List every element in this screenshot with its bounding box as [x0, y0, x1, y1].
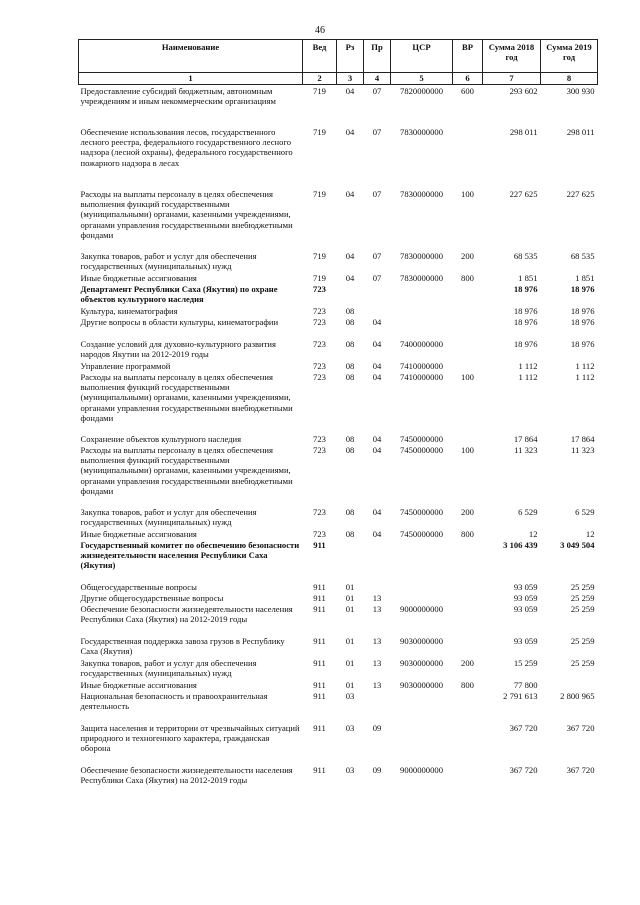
cell-sum-2019: 6 529 [575, 506, 595, 517]
cell-vr: 800 [461, 528, 474, 539]
cell-sum-2019: 300 930 [566, 86, 595, 96]
cell-name: Государственная поддержка завоза грузов в Республику Саха (Якутия) [80, 635, 285, 656]
cell-csr: 9030000000 [400, 679, 443, 690]
table-row [79, 582, 598, 593]
cell-pr: 07 [372, 86, 382, 96]
table-row [79, 691, 598, 723]
cell-vr [453, 723, 483, 765]
header-vr: ВР [453, 40, 483, 73]
cell-vr [453, 604, 483, 636]
cell-pr: 13 [372, 592, 382, 603]
table-row [79, 339, 598, 361]
cell-sum-2019: 2 800 965 [560, 690, 595, 701]
budget-table [78, 39, 598, 787]
cell-vr [453, 361, 483, 372]
cell-csr: 7830000000 [400, 250, 443, 261]
cell-csr [391, 691, 453, 723]
cell-name: Закупка товаров, работ и услуг для обеспечения государственных (муниципальных) нужд [80, 250, 257, 271]
cell-ved: 911 [313, 690, 326, 701]
cell-sum-2019: 25 259 [570, 592, 595, 603]
cell-vr [453, 582, 483, 593]
table-row [79, 593, 598, 604]
cell-pr [364, 540, 391, 582]
cell-pr: 04 [372, 444, 382, 455]
cell-ved: 723 [313, 360, 326, 371]
cell-rz: 08 [345, 433, 355, 444]
column-number: 4 [364, 73, 391, 85]
table-row [79, 273, 598, 284]
cell-rz: 04 [345, 126, 355, 137]
cell-ved: 911 [313, 635, 326, 646]
cell-rz: 08 [345, 338, 355, 349]
cell-name: Предоставление субсидий бюджетным, автономным учреждениям и иным некоммерческим организациям [80, 86, 276, 107]
cell-csr: 9030000000 [400, 635, 443, 646]
cell-ved: 911 [313, 722, 326, 733]
cell-sum-2019: 18 976 [570, 338, 595, 349]
cell-pr [364, 306, 391, 317]
table-row [79, 127, 598, 189]
table-row [79, 251, 598, 273]
cell-pr: 07 [372, 126, 382, 137]
cell-ved: 719 [313, 86, 326, 96]
cell-csr: 7410000000 [400, 371, 443, 382]
header-sum-2019: Сумма 2019 год [541, 40, 598, 73]
cell-sum-2018: 11 323 [514, 444, 538, 455]
cell-csr: 7450000000 [400, 433, 443, 444]
cell-csr [391, 582, 453, 593]
cell-pr: 04 [372, 360, 382, 371]
cell-csr: 7820000000 [400, 86, 443, 96]
cell-sum-2018: 367 720 [509, 764, 538, 775]
column-number: 2 [303, 73, 337, 85]
table-row [79, 765, 598, 787]
cell-sum-2018: 93 059 [513, 581, 538, 592]
cell-sum-2019: 1 112 [575, 360, 595, 371]
cell-ved: 911 [313, 581, 326, 592]
cell-csr: 9000000000 [400, 603, 443, 614]
cell-name: Закупка товаров, работ и услуг для обеспечения государственных (муниципальных) нужд [80, 506, 257, 527]
cell-pr: 13 [372, 603, 382, 614]
cell-csr [391, 284, 453, 306]
cell-rz: 08 [345, 371, 355, 382]
cell-csr: 7450000000 [400, 444, 443, 455]
cell-ved: 723 [313, 305, 326, 316]
cell-vr [453, 593, 483, 604]
cell-sum-2018: 17 864 [513, 433, 538, 444]
cell-name: Обеспечение безопасности жизнедеятельности населения Республики Саха (Якутия) на 2012-2019 годы [80, 764, 293, 785]
cell-name: Иные бюджетные ассигнования [80, 679, 197, 690]
cell-pr: 04 [372, 338, 382, 349]
cell-name: Иные бюджетные ассигнования [80, 528, 197, 539]
cell-rz: 04 [345, 188, 355, 199]
cell-ved: 723 [313, 316, 326, 327]
header-sum-2018: Сумма 2018 год [483, 40, 541, 73]
cell-vr: 100 [461, 444, 474, 455]
cell-rz: 01 [345, 635, 355, 646]
page-number: 46 [315, 25, 325, 36]
cell-name: Закупка товаров, работ и услуг для обеспечения государственных (муниципальных) нужд [80, 657, 257, 678]
table-body [79, 85, 598, 787]
table-row [79, 723, 598, 765]
cell-sum-2019: 25 259 [570, 657, 595, 668]
table-row [79, 658, 598, 680]
cell-csr: 9000000000 [400, 764, 443, 775]
cell-rz: 04 [345, 250, 355, 261]
cell-sum-2019: 367 720 [566, 764, 595, 775]
cell-pr: 07 [372, 250, 382, 261]
header-rz: Рз [337, 40, 364, 73]
cell-name: Культура, кинематография [80, 305, 178, 316]
cell-sum-2018: 6 529 [518, 506, 538, 517]
cell-name: Национальная безопасность и правоохранительная деятельность [80, 690, 268, 711]
table-row [79, 680, 598, 691]
cell-sum-2018: 93 059 [513, 635, 538, 646]
cell-pr: 04 [372, 528, 382, 539]
cell-vr: 200 [461, 657, 474, 668]
cell-rz: 08 [345, 528, 355, 539]
cell-sum-2018: 77 800 [513, 679, 538, 690]
cell-pr: 13 [372, 635, 382, 646]
cell-ved: 911 [313, 679, 326, 690]
cell-sum-2018: 93 059 [513, 603, 538, 614]
cell-rz: 01 [345, 603, 355, 614]
cell-csr [391, 306, 453, 317]
cell-ved: 911 [313, 603, 326, 614]
cell-csr: 7400000000 [400, 338, 443, 349]
column-number: 3 [337, 73, 364, 85]
table-row [79, 445, 598, 507]
cell-sum-2019: 25 259 [570, 581, 595, 592]
cell-rz: 03 [345, 764, 355, 775]
cell-vr: 600 [461, 86, 474, 96]
cell-vr [453, 306, 483, 317]
cell-rz: 08 [345, 506, 355, 517]
cell-rz: 08 [345, 444, 355, 455]
cell-csr: 7410000000 [400, 360, 443, 371]
cell-name: Обеспечение безопасности жизнедеятельности населения Республики Саха (Якутия) на 2012-2019 годы [80, 603, 293, 624]
cell-ved: 723 [313, 371, 326, 382]
cell-name: Расходы на выплаты персоналу в целях обеспечения выполнения функций государственными (муниципальными) органами, казенными учреждениями, органами управления государственными внебюджетными фондами [80, 371, 293, 424]
cell-pr [364, 284, 391, 306]
cell-csr: 7830000000 [400, 126, 443, 137]
cell-sum-2019: 1 851 [575, 272, 595, 283]
cell-sum-2018: 12 [528, 528, 538, 539]
cell-name: Расходы на выплаты персоналу в целях обеспечения выполнения функций государственными (муниципальными) органами, казенными учреждениями, органами управления государственными внебюджетными фондами [80, 188, 293, 241]
table-row [79, 636, 598, 658]
cell-pr: 09 [372, 764, 382, 775]
cell-name: Другие общегосударственные вопросы [80, 592, 224, 603]
cell-name: Государственный комитет по обеспечению безопасности жизнедеятельности населения Республики Саха (Якутия) [80, 539, 300, 571]
header-name: Наименование [79, 40, 303, 73]
cell-name: Иные бюджетные ассигнования [80, 272, 197, 283]
cell-pr: 04 [372, 506, 382, 517]
cell-sum-2019: 298 011 [566, 126, 595, 137]
cell-rz: 08 [345, 305, 355, 316]
cell-pr: 13 [372, 657, 382, 668]
cell-ved: 719 [313, 250, 326, 261]
cell-sum-2018: 367 720 [509, 722, 538, 733]
cell-sum-2018: 93 059 [513, 592, 538, 603]
cell-csr [391, 317, 453, 339]
cell-vr: 200 [461, 506, 474, 517]
cell-rz: 01 [345, 657, 355, 668]
table-row [79, 507, 598, 529]
cell-ved: 723 [313, 528, 326, 539]
cell-sum-2018: 1 112 [518, 371, 538, 382]
cell-sum-2018: 3 106 439 [503, 539, 538, 550]
cell-pr: 07 [372, 188, 382, 199]
cell-name: Обеспечение использования лесов, государственного лесного реестра, федерального государственного лесного надзора (лесной охраны), федерального государственного пожарного надзора в лесах [80, 126, 293, 168]
cell-csr [391, 593, 453, 604]
cell-rz: 03 [345, 690, 355, 701]
cell-name: Департамент Республики Саха (Якутия) по охране объектов культурного наследия [80, 283, 278, 304]
column-number: 7 [483, 73, 541, 85]
cell-name: Общегосударственные вопросы [80, 581, 197, 592]
table-row [79, 306, 598, 317]
table-row [79, 529, 598, 540]
cell-sum-2018: 18 976 [513, 305, 538, 316]
table-row [79, 85, 598, 127]
header-pr: Пр [364, 40, 391, 73]
cell-sum-2018: 1 112 [518, 360, 538, 371]
table-row [79, 604, 598, 636]
cell-sum-2018: 293 602 [509, 86, 538, 96]
cell-vr [453, 127, 483, 189]
cell-rz: 01 [345, 581, 355, 592]
cell-name: Сохранение объектов культурного наследия [80, 433, 242, 444]
cell-vr [453, 636, 483, 658]
cell-sum-2018: 298 011 [509, 126, 538, 137]
cell-sum-2018: 18 976 [513, 316, 538, 327]
cell-rz [337, 284, 364, 306]
cell-pr: 04 [372, 371, 382, 382]
cell-vr: 800 [461, 272, 474, 283]
cell-vr: 100 [461, 188, 474, 199]
table-row [79, 361, 598, 372]
cell-sum-2018: 18 976 [513, 338, 538, 349]
cell-pr [364, 691, 391, 723]
cell-sum-2019: 367 720 [566, 722, 595, 733]
cell-ved: 723 [313, 433, 326, 444]
cell-sum-2019: 227 625 [566, 188, 595, 199]
cell-sum-2019: 18 976 [570, 305, 595, 316]
cell-vr [453, 339, 483, 361]
cell-name: Создание условий для духовно-культурного развития народов Якутии на 2012-2019 годы [80, 338, 276, 359]
cell-pr: 04 [372, 316, 382, 327]
cell-sum-2019: 1 112 [575, 371, 595, 382]
cell-sum-2019: 25 259 [570, 635, 595, 646]
cell-sum-2019: 12 [585, 528, 595, 539]
cell-rz: 08 [345, 316, 355, 327]
cell-ved: 723 [313, 283, 326, 294]
cell-ved: 719 [313, 126, 326, 137]
cell-sum-2019: 25 259 [570, 603, 595, 614]
table-row [79, 189, 598, 251]
cell-rz: 04 [345, 86, 355, 96]
cell-ved: 911 [313, 592, 326, 603]
cell-sum-2019: 11 323 [571, 444, 595, 455]
cell-csr: 7450000000 [400, 528, 443, 539]
column-number: 8 [541, 73, 598, 85]
cell-name: Другие вопросы в области культуры, кинематографии [80, 316, 279, 327]
cell-ved: 723 [313, 506, 326, 517]
cell-ved: 911 [313, 657, 326, 668]
cell-rz: 08 [345, 360, 355, 371]
cell-rz [337, 540, 364, 582]
cell-vr: 200 [461, 250, 474, 261]
cell-sum-2018: 227 625 [509, 188, 538, 199]
cell-sum-2018: 68 535 [513, 250, 538, 261]
cell-sum-2019: 18 976 [570, 316, 595, 327]
table-row [79, 372, 598, 434]
cell-csr: 9030000000 [400, 657, 443, 668]
cell-sum-2019: 18 976 [570, 283, 595, 294]
column-number: 5 [391, 73, 453, 85]
cell-sum-2018: 1 851 [518, 272, 538, 283]
cell-vr: 100 [461, 371, 474, 382]
column-number: 1 [79, 73, 303, 85]
table-row-section [79, 540, 598, 582]
cell-pr: 13 [372, 679, 382, 690]
column-number: 6 [453, 73, 483, 85]
cell-ved: 719 [313, 272, 326, 283]
cell-pr [364, 582, 391, 593]
cell-csr: 7830000000 [400, 188, 443, 199]
table-row [79, 317, 598, 339]
table-row-section [79, 284, 598, 306]
cell-vr [453, 765, 483, 787]
cell-sum-2018: 2 791 613 [503, 690, 538, 701]
cell-ved: 719 [313, 188, 326, 199]
cell-csr: 7450000000 [400, 506, 443, 517]
cell-sum-2019: 3 049 504 [560, 539, 595, 550]
cell-vr [453, 434, 483, 445]
cell-ved: 911 [313, 764, 326, 775]
cell-vr [453, 284, 483, 306]
cell-csr: 7830000000 [400, 272, 443, 283]
header-ved: Вед [303, 40, 337, 73]
cell-csr [391, 723, 453, 765]
cell-vr [453, 317, 483, 339]
cell-sum-2018: 15 259 [513, 657, 538, 668]
cell-name: Управление программой [80, 360, 171, 371]
cell-pr: 07 [372, 272, 382, 283]
cell-pr: 04 [372, 433, 382, 444]
cell-ved: 723 [313, 444, 326, 455]
cell-vr: 800 [461, 679, 474, 690]
cell-sum-2019: 68 535 [570, 250, 595, 261]
cell-sum-2019 [541, 680, 598, 691]
cell-vr [453, 691, 483, 723]
cell-csr [391, 540, 453, 582]
cell-ved: 723 [313, 338, 326, 349]
cell-vr [453, 540, 483, 582]
cell-sum-2018: 18 976 [513, 283, 538, 294]
cell-name: Защита населения и территории от чрезвычайных ситуаций природного и техногенного характера, гражданская оборона [80, 722, 300, 754]
cell-rz: 03 [345, 722, 355, 733]
cell-sum-2019: 17 864 [570, 433, 595, 444]
table-header-row [79, 40, 598, 73]
header-csr: ЦСР [391, 40, 453, 73]
cell-ved: 911 [313, 539, 326, 550]
cell-name: Расходы на выплаты персоналу в целях обеспечения выполнения функций государственными (муниципальными) органами, казенными учреждениями, органами управления государственными внебюджетными фондами [80, 444, 293, 497]
cell-rz: 01 [345, 679, 355, 690]
column-number-row [79, 73, 598, 85]
table-row [79, 434, 598, 445]
cell-rz: 04 [345, 272, 355, 283]
cell-pr: 09 [372, 722, 382, 733]
cell-rz: 01 [345, 592, 355, 603]
